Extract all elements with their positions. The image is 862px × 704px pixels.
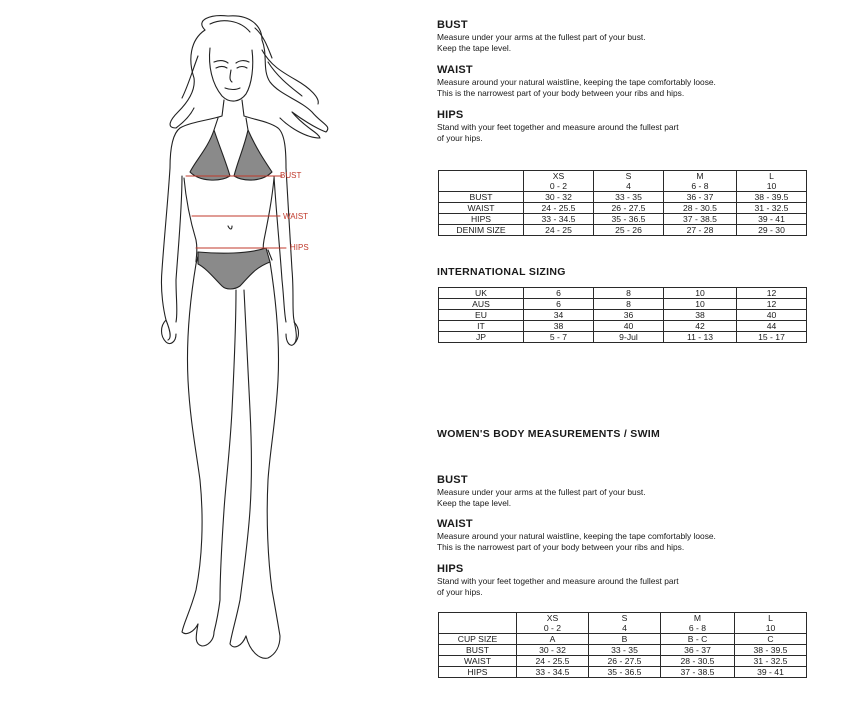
table-row <box>439 299 807 310</box>
bust-desc-line: Keep the tape level. <box>437 42 512 53</box>
table-cell: 40 <box>737 310 807 321</box>
swim-waist-desc-line: Measure around your natural waistline, keeping the tape comfortably loose. <box>437 531 716 541</box>
swim-bust-desc-line: Measure under your arms at the fullest part of your bust. <box>437 487 646 497</box>
table-cell: 12 <box>737 288 807 299</box>
table-cell: 39 - 41 <box>735 667 807 678</box>
international-sizing-table <box>438 287 807 343</box>
swim-table-header <box>439 613 807 634</box>
table-cell: 8 <box>594 299 664 310</box>
table-corner-cell <box>439 171 524 192</box>
size-table <box>438 170 807 236</box>
size-column-header: S 4 <box>589 613 661 634</box>
hips-description <box>437 122 817 143</box>
table-cell: 24 - 25.5 <box>517 656 589 667</box>
row-label: JP <box>439 332 524 343</box>
swim-section-title: WOMEN'S BODY MEASUREMENTS / SWIM <box>437 428 661 440</box>
row-label: CUP SIZE <box>439 634 517 645</box>
body-measurement-illustration <box>60 0 380 699</box>
size-column-header: S 4 <box>594 171 664 192</box>
table-cell: 42 <box>664 321 737 332</box>
table-cell: 39 - 41 <box>737 214 807 225</box>
size-column-header: L 10 <box>737 171 807 192</box>
table-row <box>439 332 807 343</box>
table-cell: 26 - 27.5 <box>589 656 661 667</box>
table-row <box>439 288 807 299</box>
table-row <box>439 645 807 656</box>
table-cell: 38 - 39.5 <box>735 645 807 656</box>
waist-description <box>437 77 817 98</box>
size-column-header: XS 0 - 2 <box>517 613 589 634</box>
swim-hips-heading: HIPS <box>437 563 464 575</box>
table-cell: 10 <box>664 299 737 310</box>
waist-label: WAIST <box>283 212 309 221</box>
table-row <box>439 310 807 321</box>
swim-waist-desc-line: This is the narrowest part of your body between your ribs and hips. <box>437 541 685 552</box>
table-cell: 15 - 17 <box>737 332 807 343</box>
table-cell: 24 - 25 <box>524 225 594 236</box>
table-cell: A <box>517 634 589 645</box>
row-label: HIPS <box>439 667 517 678</box>
swim-hips-description <box>437 576 817 597</box>
hips-heading: HIPS <box>437 109 464 121</box>
swim-waist-heading: WAIST <box>437 518 473 530</box>
table-cell: 28 - 30.5 <box>661 656 735 667</box>
swim-bust-description <box>437 487 817 508</box>
table-cell: 6 <box>524 288 594 299</box>
international-sizing-title: INTERNATIONAL SIZING <box>437 266 566 278</box>
waist-heading: WAIST <box>437 64 473 76</box>
table-cell: 25 - 26 <box>594 225 664 236</box>
table-cell: 30 - 32 <box>517 645 589 656</box>
table-cell: 44 <box>737 321 807 332</box>
table-cell: 36 - 37 <box>664 192 737 203</box>
table-row <box>439 214 807 225</box>
table-cell: B <box>589 634 661 645</box>
bikini-bottom <box>196 248 272 289</box>
table-row <box>439 321 807 332</box>
row-label: AUS <box>439 299 524 310</box>
table-cell: 33 - 34.5 <box>517 667 589 678</box>
table-cell: 33 - 35 <box>594 192 664 203</box>
bust-label: BUST <box>280 171 302 180</box>
table-cell: 9-Jul <box>594 332 664 343</box>
table-cell: 27 - 28 <box>664 225 737 236</box>
measurement-lines <box>186 176 286 248</box>
table-cell: 5 - 7 <box>524 332 594 343</box>
table-cell: 33 - 34.5 <box>524 214 594 225</box>
swim-hips-desc-line: of your hips. <box>437 586 483 597</box>
size-table-header <box>439 171 807 192</box>
waist-desc-line: Measure around your natural waistline, keeping the tape comfortably loose. <box>437 77 716 87</box>
table-row <box>439 634 807 645</box>
row-label: IT <box>439 321 524 332</box>
row-label: BUST <box>439 645 517 656</box>
table-cell: 36 - 37 <box>661 645 735 656</box>
table-cell: 38 - 39.5 <box>737 192 807 203</box>
bust-heading: BUST <box>437 19 468 31</box>
table-cell: 38 <box>524 321 594 332</box>
table-cell: 26 - 27.5 <box>594 203 664 214</box>
row-label: WAIST <box>439 203 524 214</box>
hips-desc-line: of your hips. <box>437 132 483 143</box>
table-cell: 11 - 13 <box>664 332 737 343</box>
table-cell: 10 <box>664 288 737 299</box>
table-row <box>439 203 807 214</box>
table-cell: 35 - 36.5 <box>594 214 664 225</box>
size-column-header: XS 0 - 2 <box>524 171 594 192</box>
face <box>210 48 253 101</box>
table-corner-cell <box>439 613 517 634</box>
table-cell: 12 <box>737 299 807 310</box>
row-label: BUST <box>439 192 524 203</box>
row-label: DENIM SIZE <box>439 225 524 236</box>
row-label: UK <box>439 288 524 299</box>
table-cell: 37 - 38.5 <box>664 214 737 225</box>
size-column-header: M 6 - 8 <box>664 171 737 192</box>
size-column-header: M 6 - 8 <box>661 613 735 634</box>
swim-waist-description <box>437 531 817 552</box>
table-cell: 29 - 30 <box>737 225 807 236</box>
table-cell: 30 - 32 <box>524 192 594 203</box>
row-label: EU <box>439 310 524 321</box>
size-column-header: L 10 <box>735 613 807 634</box>
table-cell: 24 - 25.5 <box>524 203 594 214</box>
table-cell: 35 - 36.5 <box>589 667 661 678</box>
table-cell: 36 <box>594 310 664 321</box>
hips-desc-line: Stand with your feet together and measure around the fullest part <box>437 122 679 132</box>
table-cell: 38 <box>664 310 737 321</box>
waist-desc-line: This is the narrowest part of your body between your ribs and hips. <box>437 87 685 98</box>
table-cell: 33 - 35 <box>589 645 661 656</box>
table-cell: C <box>735 634 807 645</box>
table-cell: 40 <box>594 321 664 332</box>
swim-size-table <box>438 612 807 678</box>
row-label: WAIST <box>439 656 517 667</box>
row-label: HIPS <box>439 214 524 225</box>
swim-bust-desc-line: Keep the tape level. <box>437 497 512 508</box>
table-cell: 31 - 32.5 <box>735 656 807 667</box>
table-cell: 31 - 32.5 <box>737 203 807 214</box>
table-row <box>439 192 807 203</box>
table-cell: 6 <box>524 299 594 310</box>
bust-desc-line: Measure under your arms at the fullest part of your bust. <box>437 32 646 42</box>
swim-hips-desc-line: Stand with your feet together and measure around the fullest part <box>437 576 679 586</box>
table-cell: 34 <box>524 310 594 321</box>
bust-description <box>437 32 817 53</box>
hips-label: HIPS <box>290 243 309 252</box>
swim-bust-heading: BUST <box>437 474 468 486</box>
figure-drawing <box>60 0 380 699</box>
table-cell: 28 - 30.5 <box>664 203 737 214</box>
table-row <box>439 225 807 236</box>
table-row <box>439 656 807 667</box>
bikini-top <box>190 130 272 180</box>
table-row <box>439 667 807 678</box>
table-cell: 8 <box>594 288 664 299</box>
table-cell: B - C <box>661 634 735 645</box>
hair-outline <box>170 16 328 138</box>
table-cell: 37 - 38.5 <box>661 667 735 678</box>
